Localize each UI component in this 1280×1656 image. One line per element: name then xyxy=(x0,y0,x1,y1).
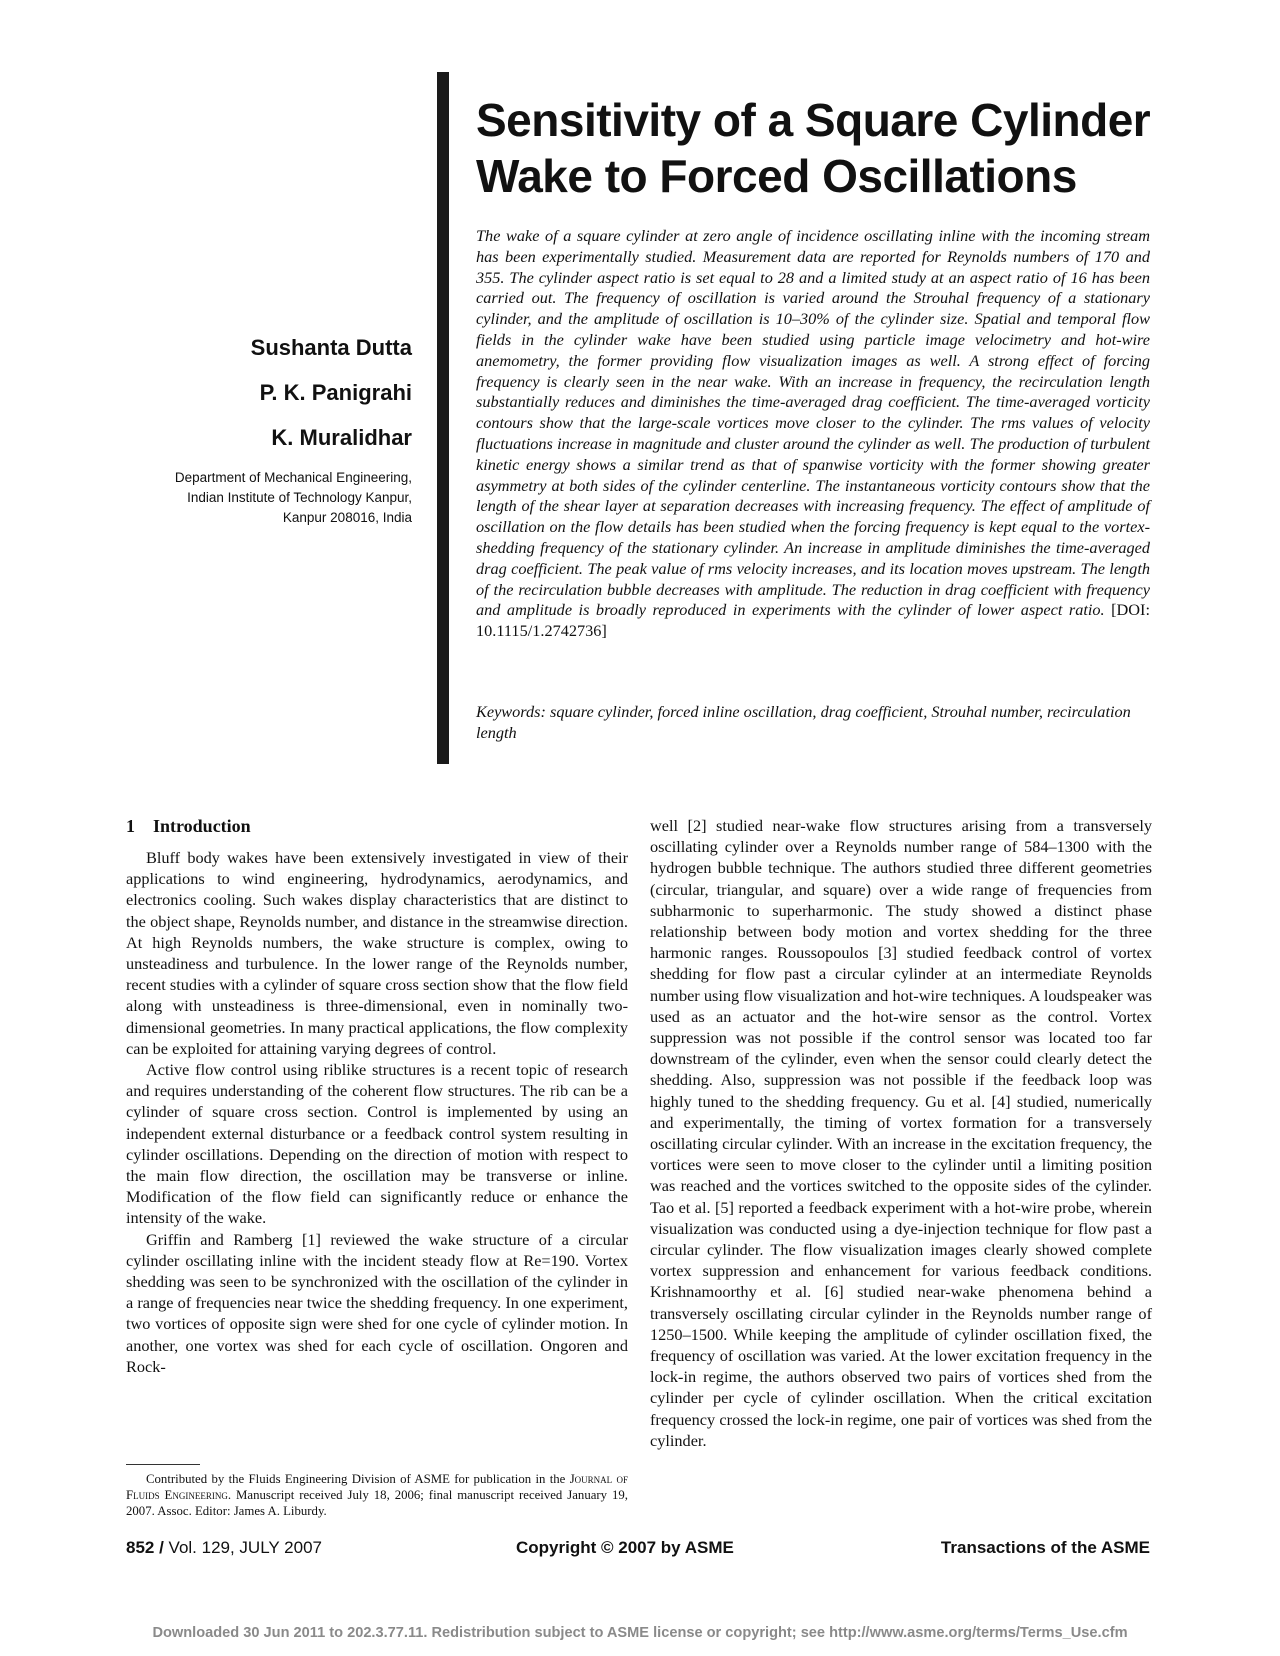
paper-title xyxy=(476,92,1176,204)
left-column xyxy=(126,815,628,1377)
download-notice: Downloaded 30 Jun 2011 to 202.3.77.11. Redistribution subject to ASME license or copyright; see http://www.asme.org/terms/Terms_Use.cfm xyxy=(152,1625,1128,1641)
paper-title-line-2: Wake to Forced Oscillations xyxy=(476,150,1077,202)
journal-name: Transactions of the ASME xyxy=(940,1538,1150,1557)
affiliation-line: Kanpur 208016, India xyxy=(282,510,412,525)
body-paragraph: Griffin and Ramberg [1] reviewed the wake structure of a circular cylinder oscillating inline with the incident steady flow at Re=190. Vortex shedding was seen to be synchronized with the oscillation of the cylinder in a range of frequencies near twice the shedding frequency. In one experiment, two vortices of opposite sign were shed for one cycle of cylinder motion. In another, one vortex was shed for each cycle of oscillation. Ongoren and Rock- xyxy=(126,1229,628,1376)
page-number: 852 xyxy=(126,1538,155,1557)
abstract-text: The wake of a square cylinder at zero angle of incidence oscillating inline with the incoming stream has been experimentally studied. Measurement data are reported for Reynolds numbers of 170 and 355. The cylinder aspect ratio is set equal to 28 and a limited study at an aspect ratio of 16 has been carried out. The frequency of oscillation is varied around the Strouhal frequency of a stationary cylinder, and the amplitude of oscillation is 10–30% of the cylinder size. Spatial and temporal flow fields in the cylinder wake have been studied using particle image velocimetry and hot-wire anemometry, the former providing flow visualization images as well. A strong effect of forcing frequency is clearly seen in the near wake. With an increase in frequency, the recirculation length substantially reduces and diminishes the time-averaged drag coefficient. The time-averaged vorticity contours show that the large-scale vortices move closer to the cylinder. The rms values of velocity fluctuations increase in magnitude and cluster around the cylinder as well. The production of turbulent kinetic energy shows a similar trend as that of spanwise vorticity with the former showing greater asymmetry at both sides of the cylinder centerline. The instantaneous vorticity contours show that the length of the shear layer at separation decreases with increasing frequency. The effect of amplitude of oscillation on the flow details has been studied when the forcing frequency is kept equal to the vortex-shedding frequency of the stationary cylinder. An increase in amplitude diminishes the time-averaged drag coefficient. The peak value of rms velocity increases, and its location moves upstream. The length of the recirculation bubble decreases with amplitude. The reduction in drag coefficient with frequency and amplitude is broadly reproduced in experiments with the cylinder of lower aspect ratio. xyxy=(476,226,1150,620)
page-footer xyxy=(126,1538,1150,1562)
affiliation-line: Department of Mechanical Engineering, xyxy=(174,470,412,485)
volume-info: Vol. 129, JULY 2007 xyxy=(168,1538,322,1557)
paper-title-line-1: Sensitivity of a Square Cylinder xyxy=(476,94,1151,146)
author-name: Sushanta Dutta xyxy=(250,335,412,360)
footnote-text: Contributed by the Fluids Engineering Division of ASME for publication in the xyxy=(146,1472,570,1486)
affiliation-line: Indian Institute of Technology Kanpur, xyxy=(187,490,412,505)
body-paragraph: Bluff body wakes have been extensively investigated in view of their applications to wind engineering, hydrodynamics, aerodynamics, and electronics cooling. Such wakes display characteristics that are distinct to the object shape, Reynolds number, and distance in the streamwise direction. At high Reynolds numbers, the wake structure is complex, owing to unsteadiness and turbulence. In the lower range of the Reynolds number, recent studies with a cylinder of square cross section show that the flow field along with unsteadiness is three-dimensional, even in nominally two-dimensional geometries. In many practical applications, the flow complexity can be exploited for attaining varying degrees of control. xyxy=(126,848,628,1058)
body-paragraph: Active flow control using riblike structures is a recent topic of research and requires understanding of the coherent flow structures. The rib can be a cylinder of square cross section. Control is implemented by using an independent external disturbance or a feedback control system resulting in cylinder oscillations. Depending on the direction of motion with respect to the main flow direction, the oscillation may be transverse or inline. Modification of the flow field can significantly reduce or enhance the intensity of the wake. xyxy=(126,1060,628,1228)
footer-separator: / xyxy=(154,1538,169,1557)
footer-page-info xyxy=(126,1538,322,1558)
section-number: 1 xyxy=(126,816,135,836)
abstract xyxy=(476,226,1150,642)
footnote-divider xyxy=(126,1464,200,1465)
doi-link[interactable]: [DOI: 10.1115/1.2742736] xyxy=(476,600,1150,641)
title-accent-bar xyxy=(437,72,449,764)
copyright: Copyright © 2007 by ASME xyxy=(516,1538,734,1557)
author-list xyxy=(120,336,412,471)
footnote-journal: Journal of Fluids Engineering xyxy=(126,1472,628,1502)
footnote-text: . Manuscript received July 18, 2006; final manuscript received January 19, 2007. Assoc. Editor: James A. Liburdy. xyxy=(126,1488,629,1518)
author-name: K. Muralidhar xyxy=(271,425,412,450)
author-affiliation xyxy=(120,468,412,528)
section-title: Introduction xyxy=(153,816,251,836)
author-name: P. K. Panigrahi xyxy=(259,380,412,405)
body-paragraph: well [2] studied near-wake flow structures arising from a transversely oscillating cylinder over a Reynolds number range of 584–1300 with the hydrogen bubble technique. The authors studied three different geometries (circular, triangular, and square) over a wide range of frequencies from subharmonic to superharmonic. The study showed a distinct phase relationship between body motion and vortex shedding for the three harmonic ranges. Roussopoulos [3] studied feedback control of vortex shedding for flow past a circular cylinder at an intermediate Reynolds number using flow visualization and hot-wire techniques. A loudspeaker was used as an actuator and the hot-wire sensor as the control. Vortex suppression was not possible if the control sensor was located too far downstream of the cylinder, even when the sensor could clearly detect the shedding. Also, suppression was not possible if the feedback loop was highly tuned to the shedding frequency. Gu et al. [4] studied, numerically and experimentally, the timing of vortex formation for a transversely oscillating circular cylinder. With an increase in the excitation frequency, the vortices were seen to move closer to the cylinder until a limiting position was reached and the vortices switched to the opposite sides of the cylinder. Tao et al. [5] reported a feedback experiment with a hot-wire probe, wherein visualization was conducted using a dye-injection technique for flow past a circular cylinder. The flow visualization images clearly showed complete vortex suppression and enhancement for various feedback conditions. Krishnamoorthy et al. [6] studied near-wake phenomena behind a transversely oscillating circular cylinder in the Reynolds number range of 1250–1500. While keeping the amplitude of cylinder oscillation fixed, the frequency of oscillation was varied. At the lower excitation frequency in the lock-in regime, the authors observed two pairs of vortices shed from the cylinder per cycle of cylinder oscillation. When the critical excitation frequency crossed the lock-in regime, one pair of vortices was shed from the cylinder. xyxy=(650,816,1152,1450)
right-column xyxy=(650,815,1152,1451)
keywords: Keywords: square cylinder, forced inline oscillation, drag coefficient, Strouhal number, recirculation length xyxy=(476,702,1131,742)
section-heading xyxy=(126,813,628,839)
footnote xyxy=(126,1471,628,1519)
